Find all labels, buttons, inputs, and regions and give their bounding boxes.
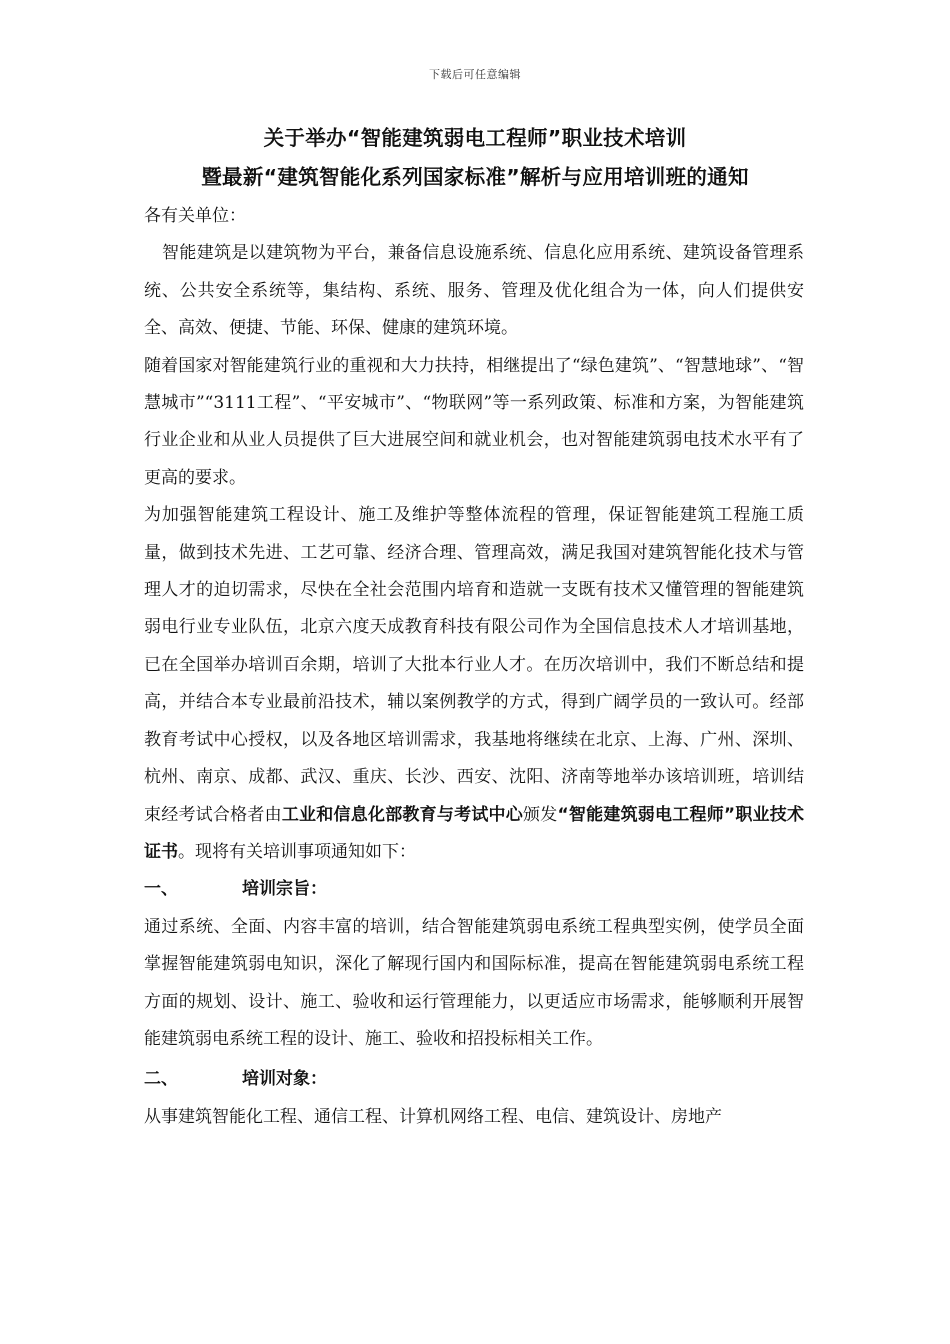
salutation: 各有关单位： bbox=[144, 206, 246, 226]
certificate-name: “智能建筑弱电工程师”职业技术证书 bbox=[144, 804, 805, 862]
issuing-organization: 工业和信息化部教育与考试中心 bbox=[281, 804, 524, 825]
paragraph-intro: 智能建筑是以建筑物为平台，兼备信息设施系统、信息化应用系统、建筑设备管理系统、公共安全系统等，集结构、系统、服务、管理及优化组合为一体，向人们提供安全、高效、便捷、节能、环保、健康的建筑环境。 bbox=[144, 243, 804, 339]
section-title: 培训对象： bbox=[242, 1069, 327, 1090]
section-heading-2 bbox=[144, 1061, 804, 1098]
section-title: 培训宗旨： bbox=[242, 879, 327, 900]
section-text-1: 通过系统、全面、内容丰富的培训，结合智能建筑弱电系统工程典型实例，使学员全面掌握智能建筑弱电知识，深化了解现行国内和国际标准，提高在智能建筑弱电系统工程方面的规划、设计、施工、验收和运行管理能力，以更适应市场需求，能够顺利开展智能建筑弱电系统工程的设计、施工、验收和招投标相关工作。 bbox=[144, 916, 804, 1049]
header-note: 下载后可任意编辑 bbox=[429, 68, 521, 81]
section-number: 一、 bbox=[144, 879, 178, 900]
section-heading-1 bbox=[144, 871, 804, 908]
paragraph-purpose bbox=[144, 497, 804, 871]
section-number: 二、 bbox=[144, 1069, 178, 1090]
paragraph-background: 随着国家对智能建筑行业的重视和大力扶持，相继提出了“绿色建筑”、“智慧地球”、“智慧城市”“3111工程”、“平安城市”、“物联网”等一系列政策、标准和方案，为智能建筑行业企业和从业人员提供了巨大进展空间和就业机会，也对智能建筑弱电技术水平有了更高的要求。 bbox=[144, 355, 804, 488]
purpose-end: 。现将有关培训事项通知如下： bbox=[178, 841, 416, 862]
purpose-verb: 颁发 bbox=[523, 804, 558, 825]
section-text-2: 从事建筑智能化工程、通信工程、计算机网络工程、电信、建筑设计、房地产 bbox=[144, 1106, 722, 1127]
document-title-line-2: 暨最新“建筑智能化系列国家标准”解析与应用培训班的通知 bbox=[201, 165, 749, 189]
document-title-line-1: 关于举办“智能建筑弱电工程师”职业技术培训 bbox=[263, 126, 687, 150]
document-body bbox=[144, 198, 804, 1136]
purpose-text: 为加强智能建筑工程设计、施工及维护等整体流程的管理，保证智能建筑工程施工质量，做到技术先进、工艺可靠、经济合理、管理高效，满足我国对建筑智能化技术与管理人才的迫切需求，尽快在全社会范围内培育和造就一支既有技术又懂管理的智能建筑弱电行业专业队伍，北京六度天成教育科技有限公司作为全国信息技术人才培训基地，已在全国举办培训百余期，培训了大批本行业人才。在历次培训中，我们不断总结和提高，并结合本专业最前沿技术，辅以案例教学的方式，得到广阔学员的一致认可。经部教育考试中心授权，以及各地区培训需求，我基地将继续在北京、上海、广州、深圳、杭州、南京、成都、武汉、重庆、长沙、西安、沈阳、济南等地举办该培训班，培训结束经考试合格者由 bbox=[144, 505, 804, 825]
